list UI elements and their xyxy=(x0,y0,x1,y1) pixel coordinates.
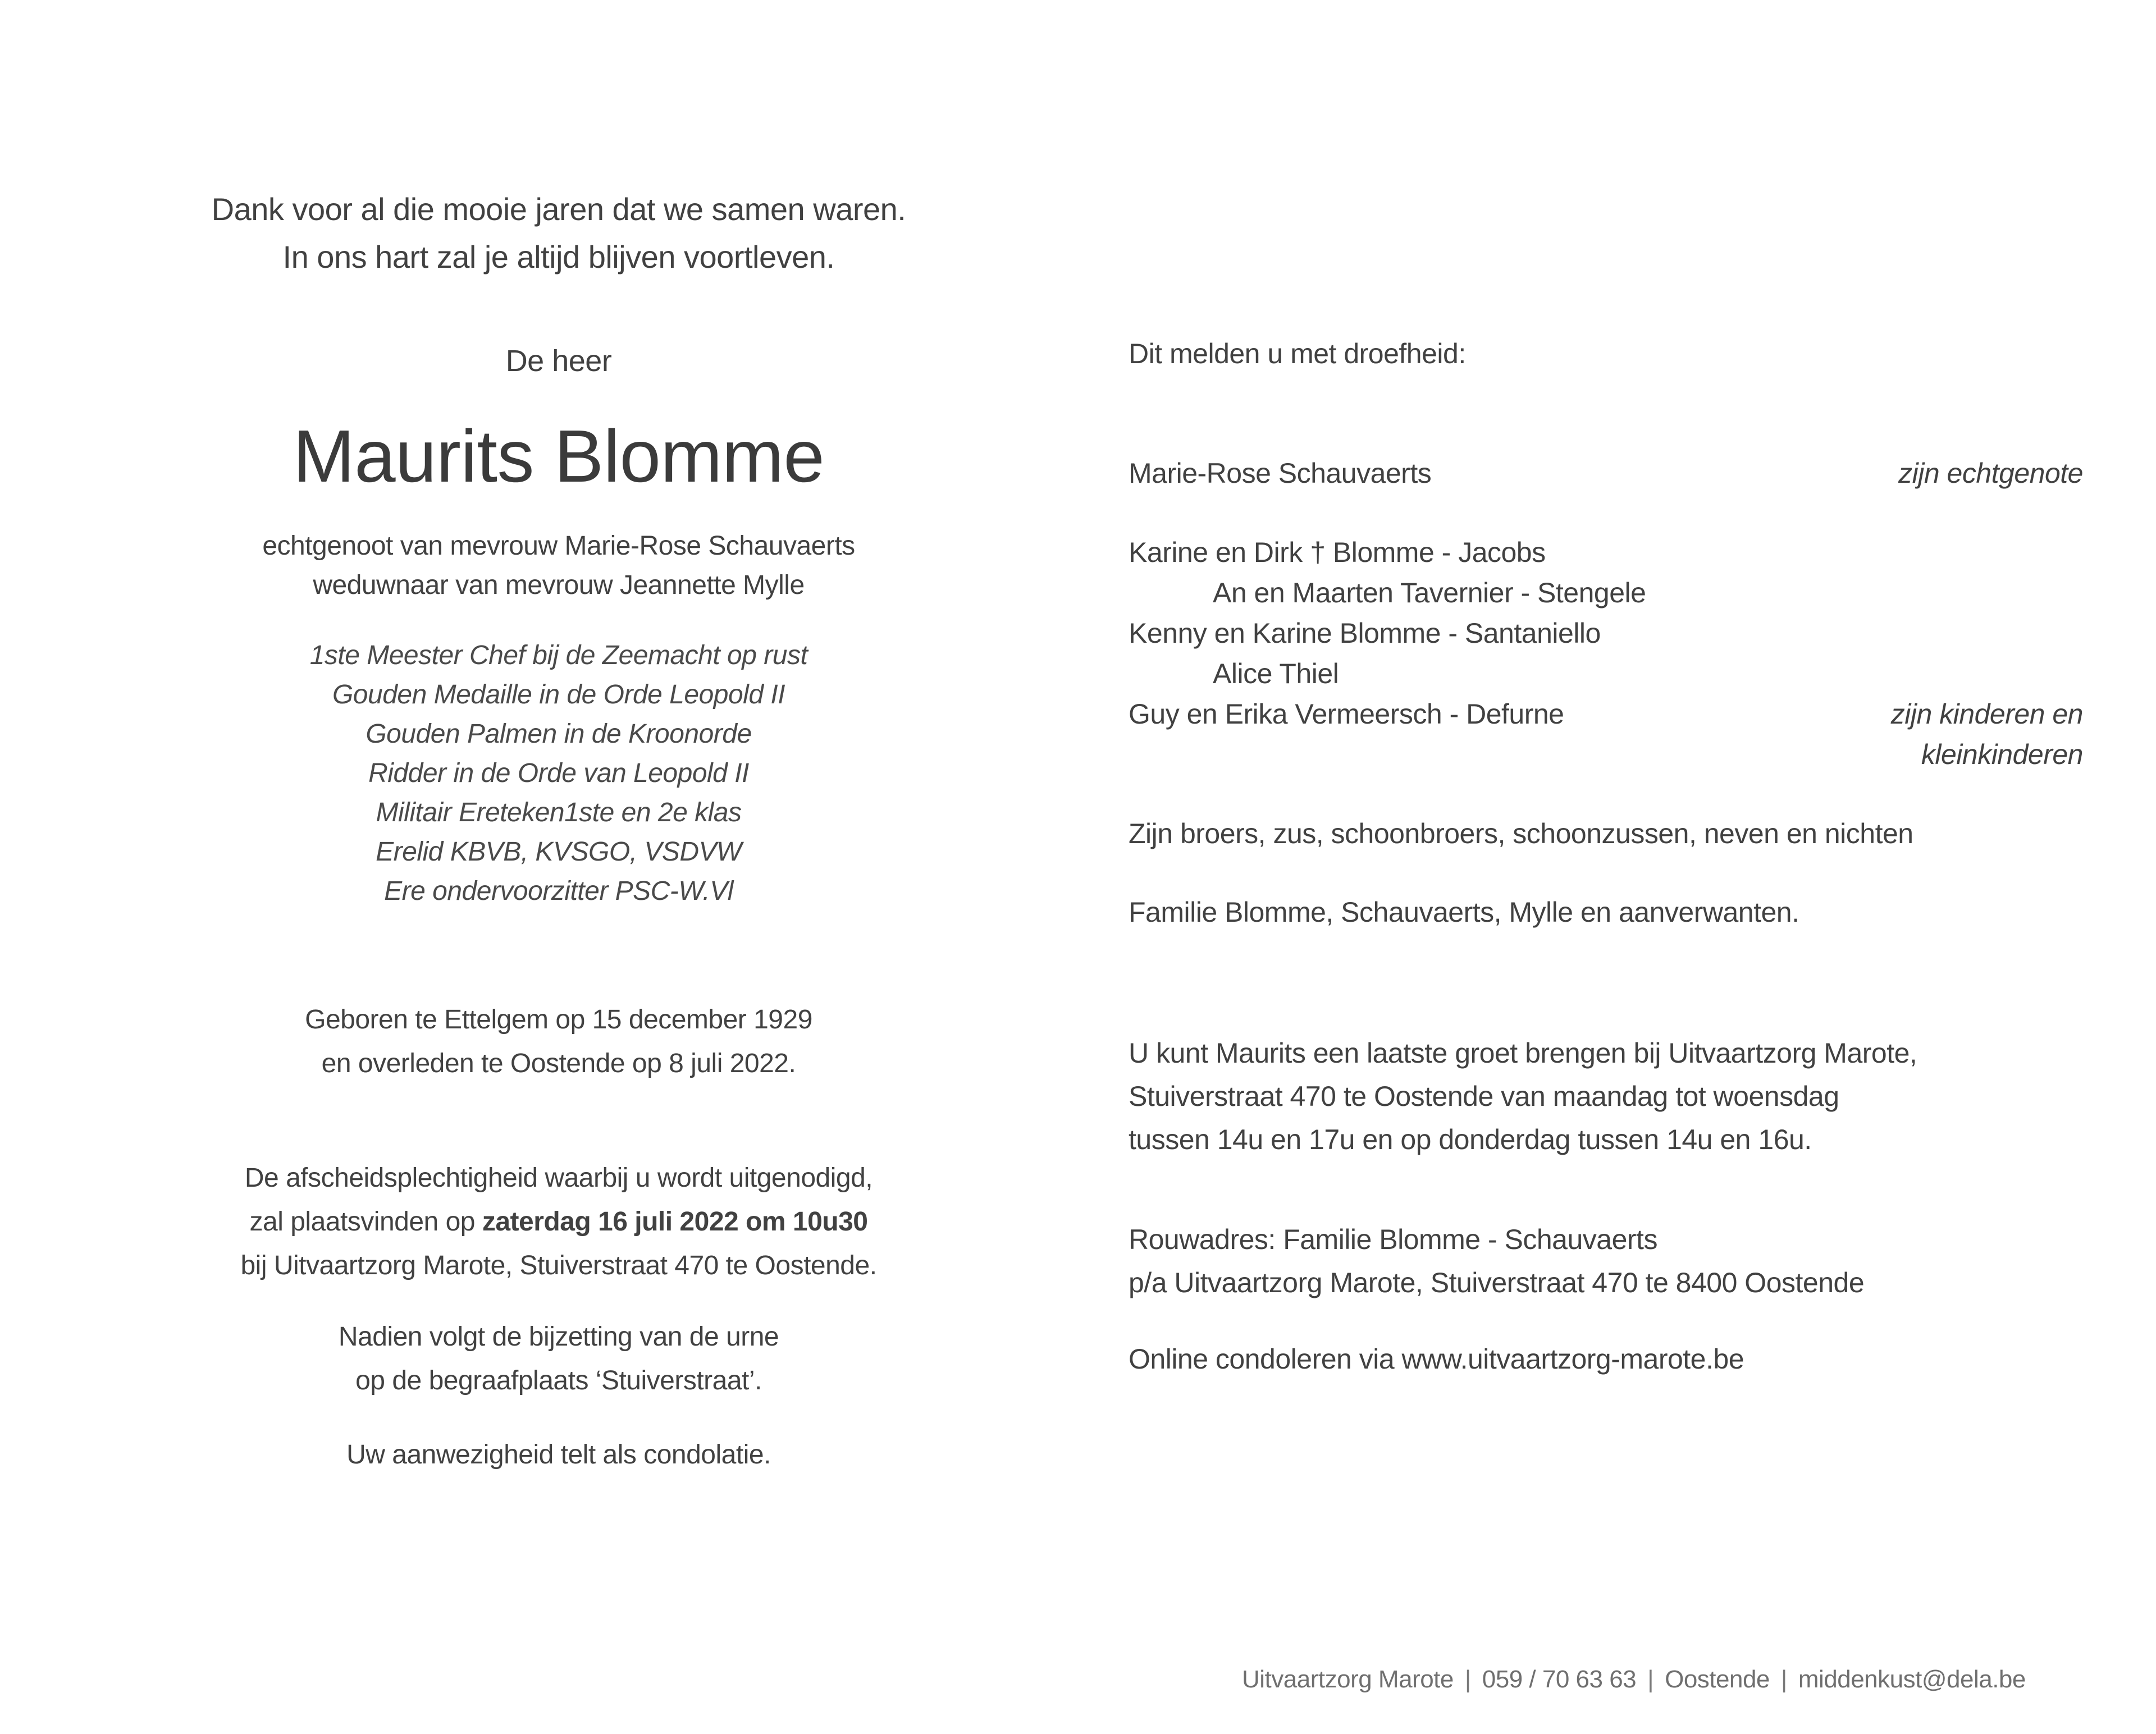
ceremony-details xyxy=(166,1156,952,1288)
ceremony-line xyxy=(166,1200,952,1244)
children-relation-line: kleinkinderen xyxy=(1921,739,2083,770)
life-dates xyxy=(166,998,952,1086)
visitation-line: Stuiverstraat 470 te Oostende van maandag tot woensdag xyxy=(1129,1081,1839,1112)
opening-verse xyxy=(166,185,952,281)
ceremony-line: bij Uitvaartzorg Marote, Stuiverstraat 470 te Oostende. xyxy=(240,1251,877,1280)
honor-line: Ere ondervoorzitter PSC-W.Vl xyxy=(384,876,733,906)
life-date-line: Geboren te Ettelgem op 15 december 1929 xyxy=(305,1005,812,1035)
children-list xyxy=(1129,532,2083,770)
announcement: Dit melden u met droefheid: xyxy=(1129,338,1466,369)
mourning-address xyxy=(1129,1218,2083,1305)
footer xyxy=(1242,1663,2026,1696)
visitation-line: tussen 14u en 17u en op donderdag tussen 14u en 16u. xyxy=(1129,1124,1812,1155)
life-date-line: en overleden te Oostende op 8 juli 2022. xyxy=(321,1049,796,1078)
ceremony-date-emphasis: zaterdag 16 juli 2022 om 10u30 xyxy=(482,1207,868,1237)
visitation-details xyxy=(1129,1032,2083,1161)
children-relation-line: zijn kinderen en xyxy=(1890,698,2083,730)
honor-line: Gouden Medaille in de Orde Leopold II xyxy=(332,680,785,710)
honor-line: 1ste Meester Chef bij de Zeemacht op rust xyxy=(309,640,808,670)
spouse-name: Marie-Rose Schauvaerts xyxy=(1129,457,1432,489)
honors-list xyxy=(166,636,952,911)
left-column xyxy=(166,0,952,1734)
child-line: Guy en Erika Vermeersch - Defurne xyxy=(1129,698,1564,730)
footer-item: 059 / 70 63 63 xyxy=(1482,1666,1637,1693)
urn-line: op de begraafplaats ‘Stuiverstraat’. xyxy=(355,1366,762,1396)
child-line: Alice Thiel xyxy=(1213,658,1339,689)
child-line: An en Maarten Tavernier - Stengele xyxy=(1213,577,1646,608)
children-relation xyxy=(1891,694,2083,775)
online-condolence: Online condoleren via www.uitvaartzorg-marote.be xyxy=(1129,1343,1744,1375)
urn-line: Nadien volgt de bijzetting van de urne xyxy=(338,1322,779,1352)
footer-separator: | xyxy=(1464,1666,1471,1693)
opening-line: In ons hart zal je altijd blijven voortleven. xyxy=(282,239,835,274)
honor-line: Ridder in de Orde van Leopold II xyxy=(368,758,749,788)
footer-item: Uitvaartzorg Marote xyxy=(1242,1666,1454,1693)
deceased-name: Maurits Blomme xyxy=(293,415,825,497)
opening-line: Dank voor al die mooie jaren dat we samen waren. xyxy=(211,191,906,227)
condolence-note: Uw aanwezigheid telt als condolatie. xyxy=(346,1440,771,1470)
honor-line: Erelid KBVB, KVSGO, VSDVW xyxy=(376,837,742,867)
honor-line: Gouden Palmen in de Kroonorde xyxy=(366,719,752,749)
honor-line: Militair Ereteken1ste en 2e klas xyxy=(376,798,742,827)
visitation-line: U kunt Maurits een laatste groet brengen bij Uitvaartzorg Marote, xyxy=(1129,1037,1917,1069)
spouse-row xyxy=(1129,455,2083,492)
ceremony-line-prefix: zal plaatsvinden op xyxy=(249,1207,482,1237)
marital-relations xyxy=(166,527,952,605)
ceremony-line: De afscheidsplechtigheid waarbij u wordt uitgenodigd, xyxy=(244,1163,873,1193)
child-line: Karine en Dirk † Blomme - Jacobs xyxy=(1129,537,1546,568)
mourning-address-line: Rouwadres: Familie Blomme - Schauvaerts xyxy=(1129,1224,1657,1255)
footer-item: Oostende xyxy=(1665,1666,1770,1693)
relation-line: weduwnaar van mevrouw Jeannette Mylle xyxy=(313,570,805,600)
right-column xyxy=(1129,0,2083,1734)
family-line: Zijn broers, zus, schoonbroers, schoonzussen, neven en nichten xyxy=(1129,818,1913,849)
child-line: Kenny en Karine Blomme - Santaniello xyxy=(1129,617,1601,649)
salutation: De heer xyxy=(505,344,612,378)
footer-item: middenkust@dela.be xyxy=(1798,1666,2026,1693)
mourning-address-line: p/a Uitvaartzorg Marote, Stuiverstraat 470 te 8400 Oostende xyxy=(1129,1267,1865,1298)
spouse-relation: zijn echtgenote xyxy=(1898,457,2083,489)
relation-line: echtgenoot van mevrouw Marie-Rose Schauvaerts xyxy=(262,531,855,561)
urn-interment-note xyxy=(166,1315,952,1403)
footer-separator: | xyxy=(1647,1666,1654,1693)
family-line: Familie Blomme, Schauvaerts, Mylle en aanverwanten. xyxy=(1129,896,1799,928)
footer-separator: | xyxy=(1780,1666,1787,1693)
